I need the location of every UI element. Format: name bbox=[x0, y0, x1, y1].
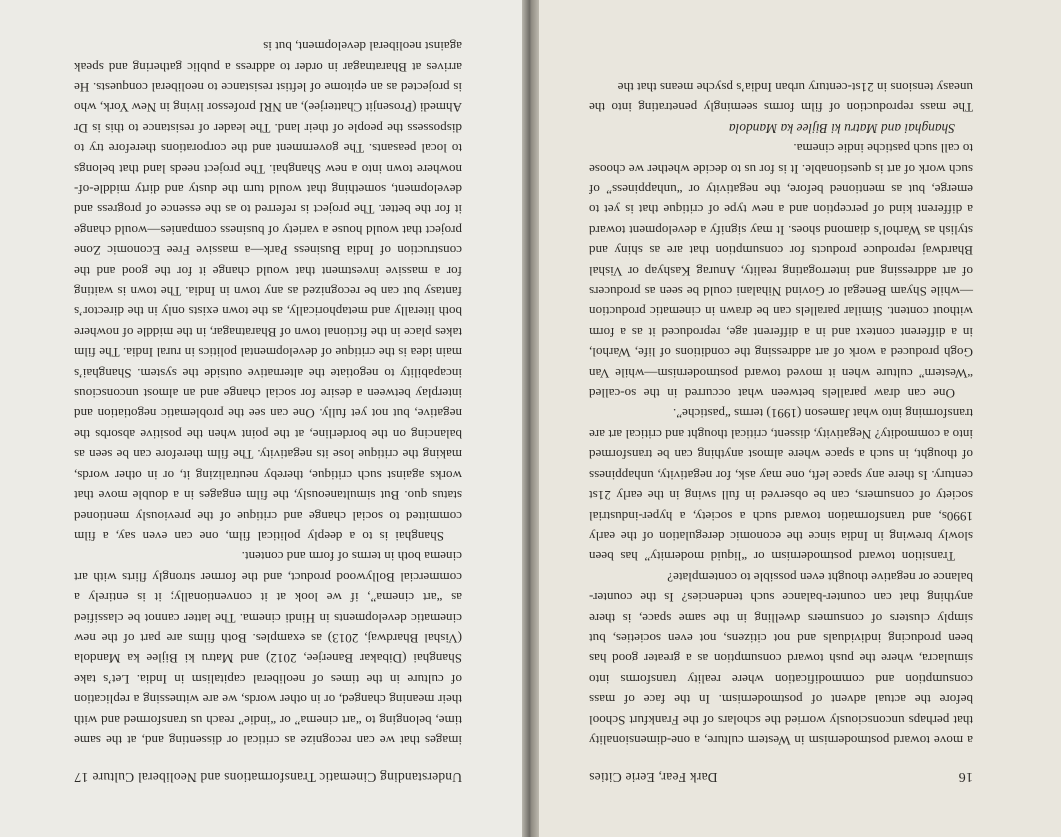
paragraph: The mass reproduction of film forms seemingly penetrating into the uneasy tensions in 21st-century urban India’s psyche means that the bbox=[589, 80, 973, 116]
page-header bbox=[74, 768, 462, 785]
paragraph: Transition toward postmodernism or “liquid modernity” has been slowly brewing in India since the economic deregulation of the early 1990s, and transformation toward such a society, a hyper-industrial society of consumers, can be observed in full swing in the early 21st century. Is there any space left, one may ask, for negativity, unhappiness of thought, in such a space where almost anything can be transformed into a commodity? Negativity, dissent, critical thought and critical art are transforming into what Jameson (1991) terms “pastiche”. bbox=[589, 406, 973, 565]
paragraph: Shanghai is to a deeply political film, one can even say, a film committed to social change and critique of the previously mentioned status quo. But simultaneously, the film engages in a double move that works against such critique, thereby neutralizing it, or in other words, making the critique lose its negativity. The film therefore can be seen as balancing on the borderline, at the point when the positive absorbs the negative, but not yet fully. One can see the problematic negotiation and interplay between a desire for social change and an almost unconscious incapability to negotiate the alternative outside the system. Shanghai’s main idea is the critique of developmental politics in rural India. The film takes place in the fictional town of Bharatnagar, in the middle of nowhere both literally and metaphorically, as the town exists only in the director’s fantasy but can be recognized as any town in India. The town is waiting for a massive investment that would change it for the good and the construction of India Business Park—a massive Free Economic Zone project that would house a variety of business companies—would change it for the better. The project is referred to as the essence of progress and development, something that would turn the dusty and dirty middle-of-nowhere town into a new Shanghai. The project needs land that belongs to local peasants. The government and the corporations therefore try to dispossess the people of their land. The leader of resistance to this is Dr Ahmedi (Prosenjit Chatterjee), an NRI professor living in New York, who is projected as an epitome of leftist resistance to neoliberal conquests. He arrives at Bharatnagar in order to address a public gathering and speak against neoliberal development, but is bbox=[74, 39, 462, 544]
page-body bbox=[589, 77, 973, 750]
paragraph: a move toward postmodernism in Western culture, a one-dimensionality that perhaps unconsciously worried the scholars of the Frankfurt School before the actual advent of postmodernism. In the face of mass consumption and commodification where reality transforms into simulacra, where the push toward consumption as a greater good has been producing individuals and not citizens, not even societies, but simply clusters of consumers dwelling in the same space, is there anything that can counter-balance such tendencies? Is the counter-balance or negative thought even possible to contemplate? bbox=[589, 569, 973, 748]
page-17 bbox=[0, 0, 522, 837]
paragraph: One can draw parallels between what occurred in the so-called “Western” culture when it moved toward postmodernism—while Van Gogh produced a work of art addressing the conditions of life, Warhol, in a different context and in a different age, reproduced it as a form without content. Similar parallels can be drawn in cinematic production—while Shyam Benegal or Govind Nihalani could be seen as producers of art addressing and interrogating reality, Anurag Kashyap or Vishal Bhardwaj reproduce products for consumption that are as shiny and stylish as Warhol’s diamond shoes. It may signify a development toward a different kind of perception and a new type of critique that is yet to emerge, but as mentioned before, the negativity or “unhappiness” of such work of art is questionable. It is for us to decide whether we choose to call such pastiche indie cinema. bbox=[589, 141, 973, 402]
book-gutter bbox=[522, 0, 539, 837]
running-head: Understanding Cinematic Transformations and Neoliberal Culture bbox=[92, 770, 462, 785]
page-body bbox=[74, 36, 462, 750]
page-number: 17 bbox=[74, 769, 89, 784]
page-header bbox=[589, 768, 973, 785]
running-head: Dark Fear, Eerie Cities bbox=[589, 770, 718, 785]
page-number: 16 bbox=[958, 769, 973, 784]
section-subheading: Shanghai and Matru ki Bijlee ka Mandola bbox=[728, 120, 955, 136]
page-16 bbox=[539, 0, 1061, 837]
paragraph: images that we can recognize as critical or dissenting and, at the same time, belonging to “art cinema” or “indie” reach us transformed and with their meaning changed, or in other words, we are witnessing a replication of culture in the times of neoliberal capitalism in India. Let’s take Shanghai (Dibakar Banerjee, 2012) and Matru ki Bijlee ka Mandola (Vishal Bhardwaj, 2013) as examples. Both films are part of the new cinematic developments in Hindi cinema. The latter cannot be classified as “art cinema”, if we look at it conventionally; it is entirely a commercial Bollywood product, and the former strongly flirts with art cinema both in terms of form and content. bbox=[74, 549, 462, 748]
